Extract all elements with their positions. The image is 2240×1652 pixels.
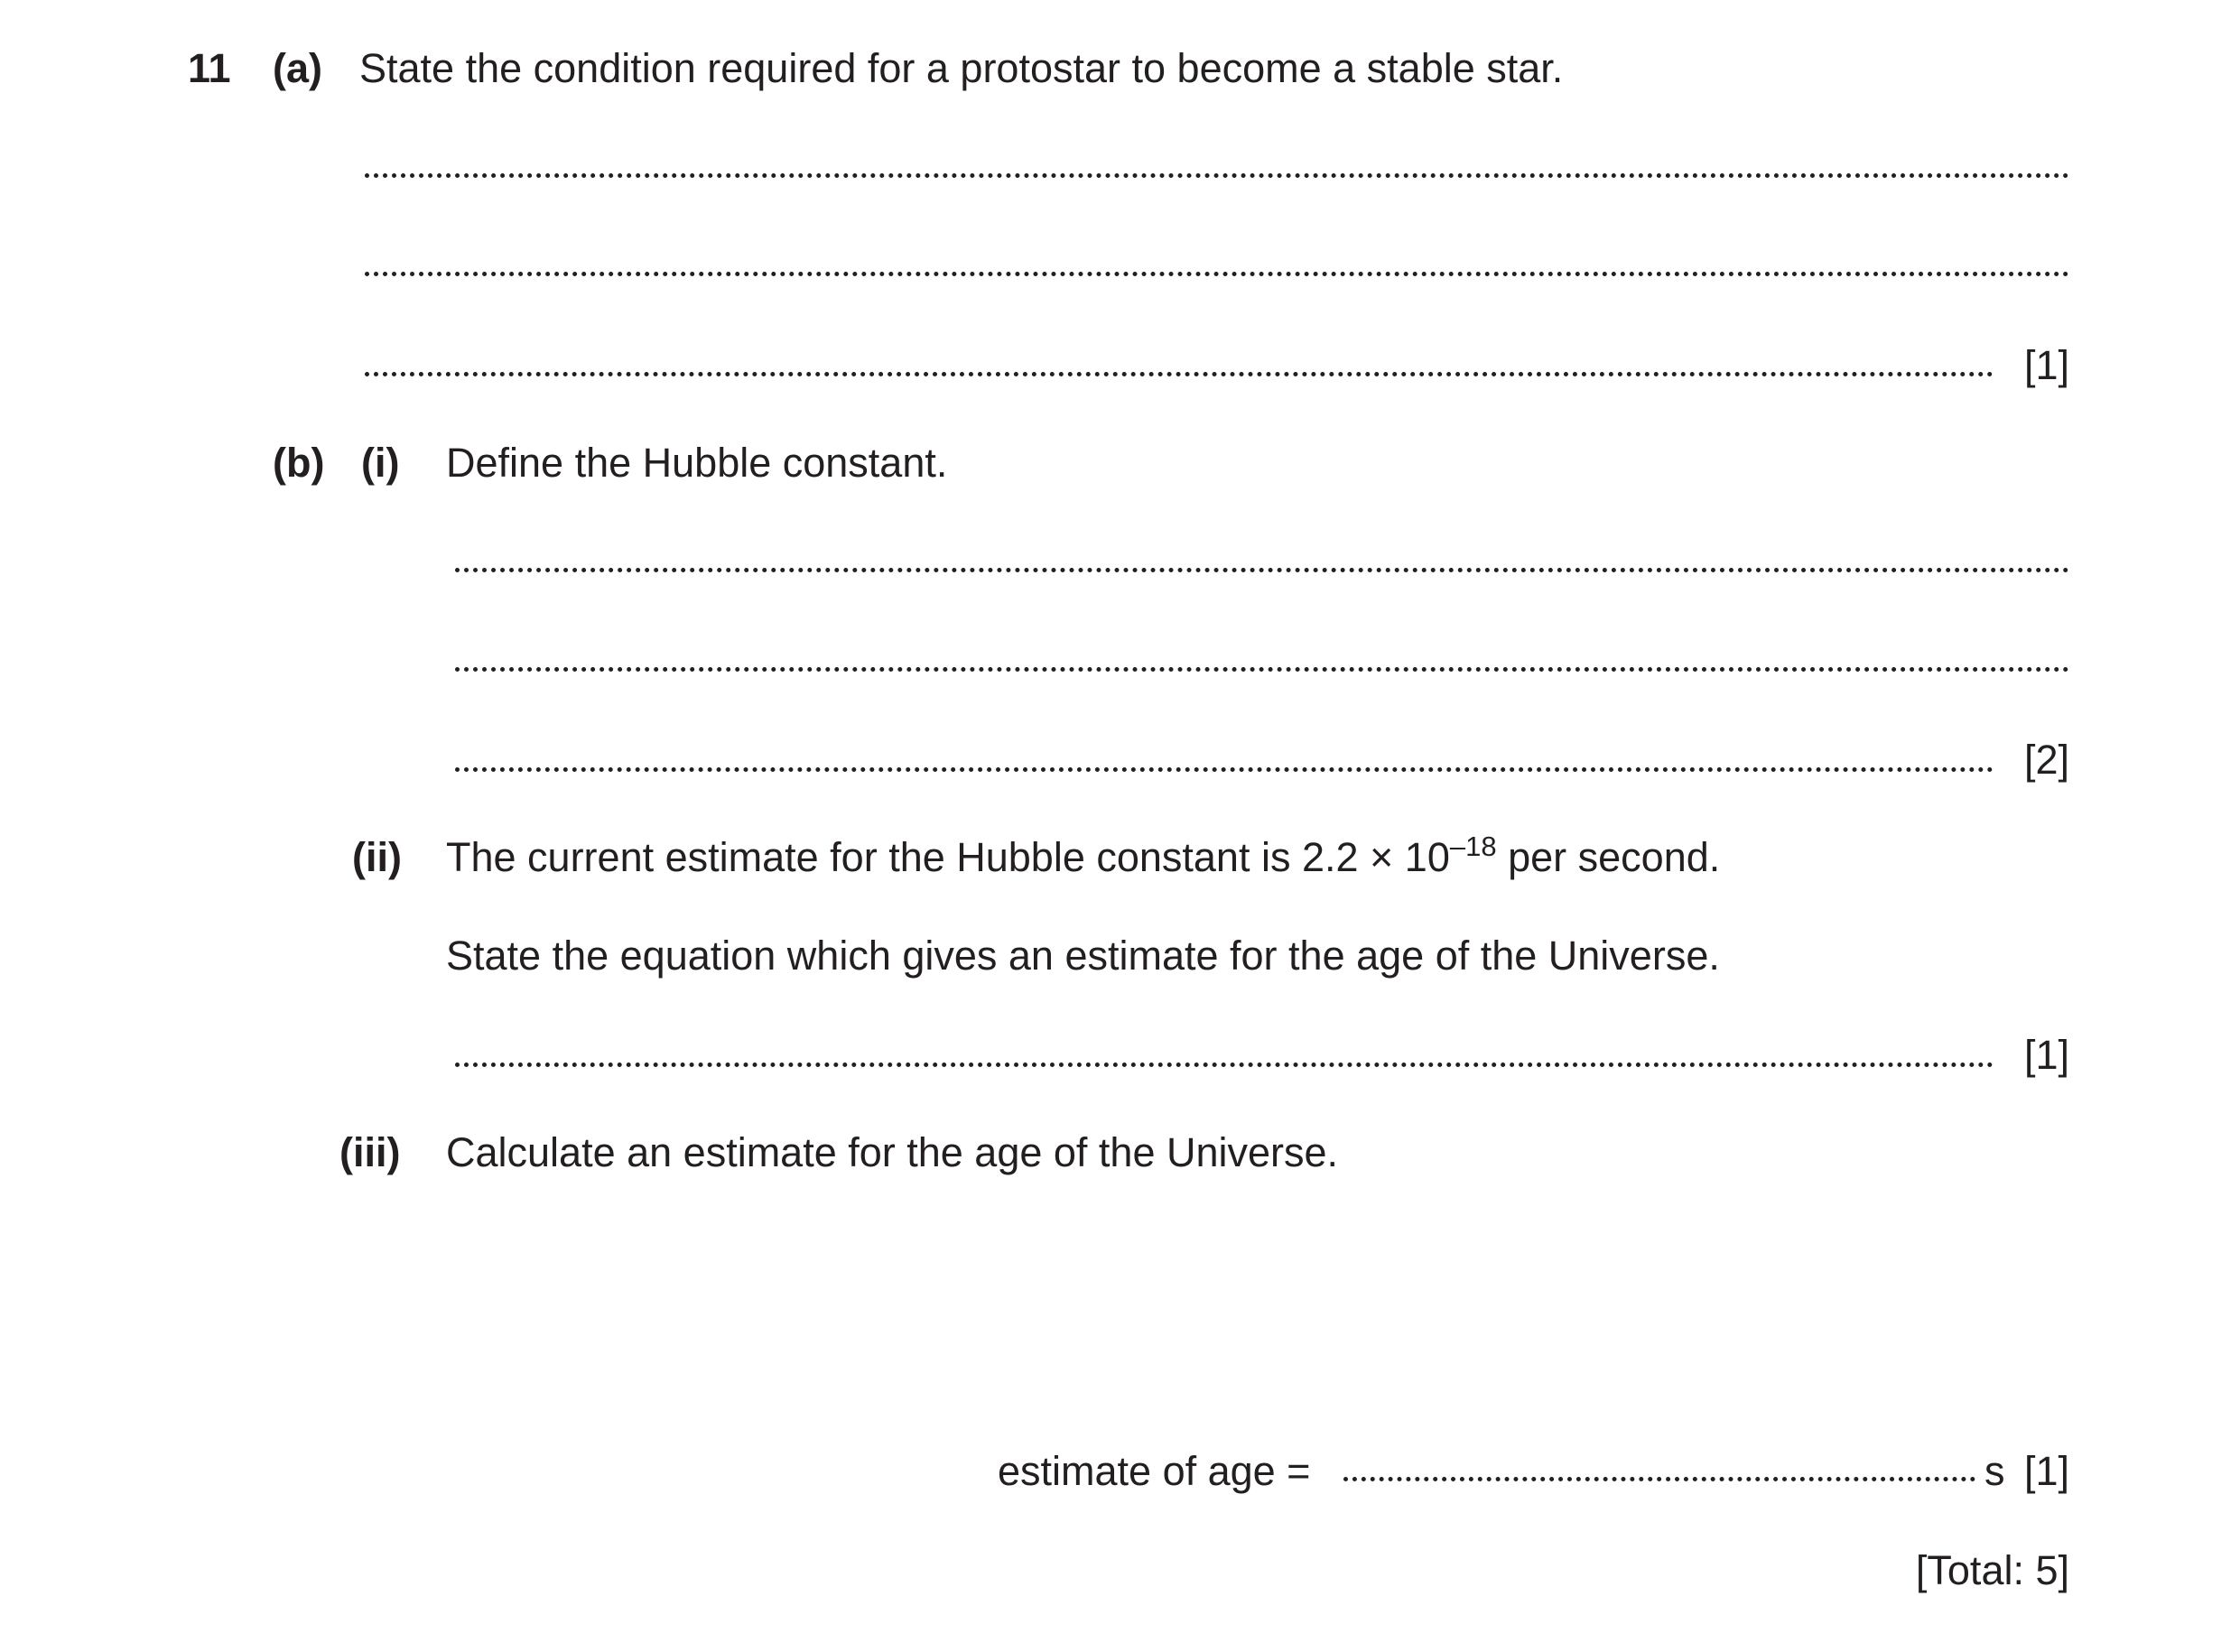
part-b-iii-question-text: Calculate an estimate for the age of the Universe. <box>446 1129 1339 1175</box>
part-b-i-answer-line-2[interactable] <box>455 667 2069 672</box>
part-a-answer-line-2[interactable] <box>365 272 2069 276</box>
part-b-i-question-text: Define the Hubble constant. <box>446 440 948 486</box>
part-b-i-answer-line-3[interactable] <box>455 767 1994 772</box>
part-b-ii-text-after: per second. <box>1496 834 1721 880</box>
part-b-iii-label: (iii) <box>339 1129 401 1175</box>
part-b-iii-mark: [1] <box>2023 1448 2069 1494</box>
part-b-ii-label: (ii) <box>352 834 402 880</box>
total-marks: [Total: 5] <box>1915 1547 2069 1593</box>
part-b-label: (b) <box>273 440 325 486</box>
part-b-ii-mark: [1] <box>2023 1032 2069 1078</box>
part-a-answer-line-3[interactable] <box>365 372 1994 376</box>
estimate-of-age-answer-line[interactable] <box>1343 1477 1975 1481</box>
part-b-i-answer-line-1[interactable] <box>455 568 2069 572</box>
part-b-ii-exponent: –18 <box>1449 831 1497 862</box>
question-number: 11 <box>188 45 231 91</box>
part-a-answer-line-1[interactable] <box>365 173 2069 178</box>
part-a-question-text: State the condition required for a protostar to become a stable star. <box>359 45 1564 91</box>
part-b-ii-answer-line[interactable] <box>455 1063 1994 1067</box>
part-b-ii-statement <box>446 831 1720 889</box>
part-b-ii-instruction: State the equation which gives an estimate for the age of the Universe. <box>446 933 1720 979</box>
estimate-of-age-unit: s <box>1984 1448 2005 1494</box>
estimate-of-age-label: estimate of age = <box>998 1448 1311 1494</box>
part-b-ii-text-before: The current estimate for the Hubble constant is 2.2 × 10 <box>446 834 1450 880</box>
part-b-i-mark: [2] <box>2023 737 2069 783</box>
part-a-mark: [1] <box>2023 342 2069 388</box>
part-a-label: (a) <box>273 45 322 91</box>
part-b-i-label: (i) <box>361 440 400 486</box>
